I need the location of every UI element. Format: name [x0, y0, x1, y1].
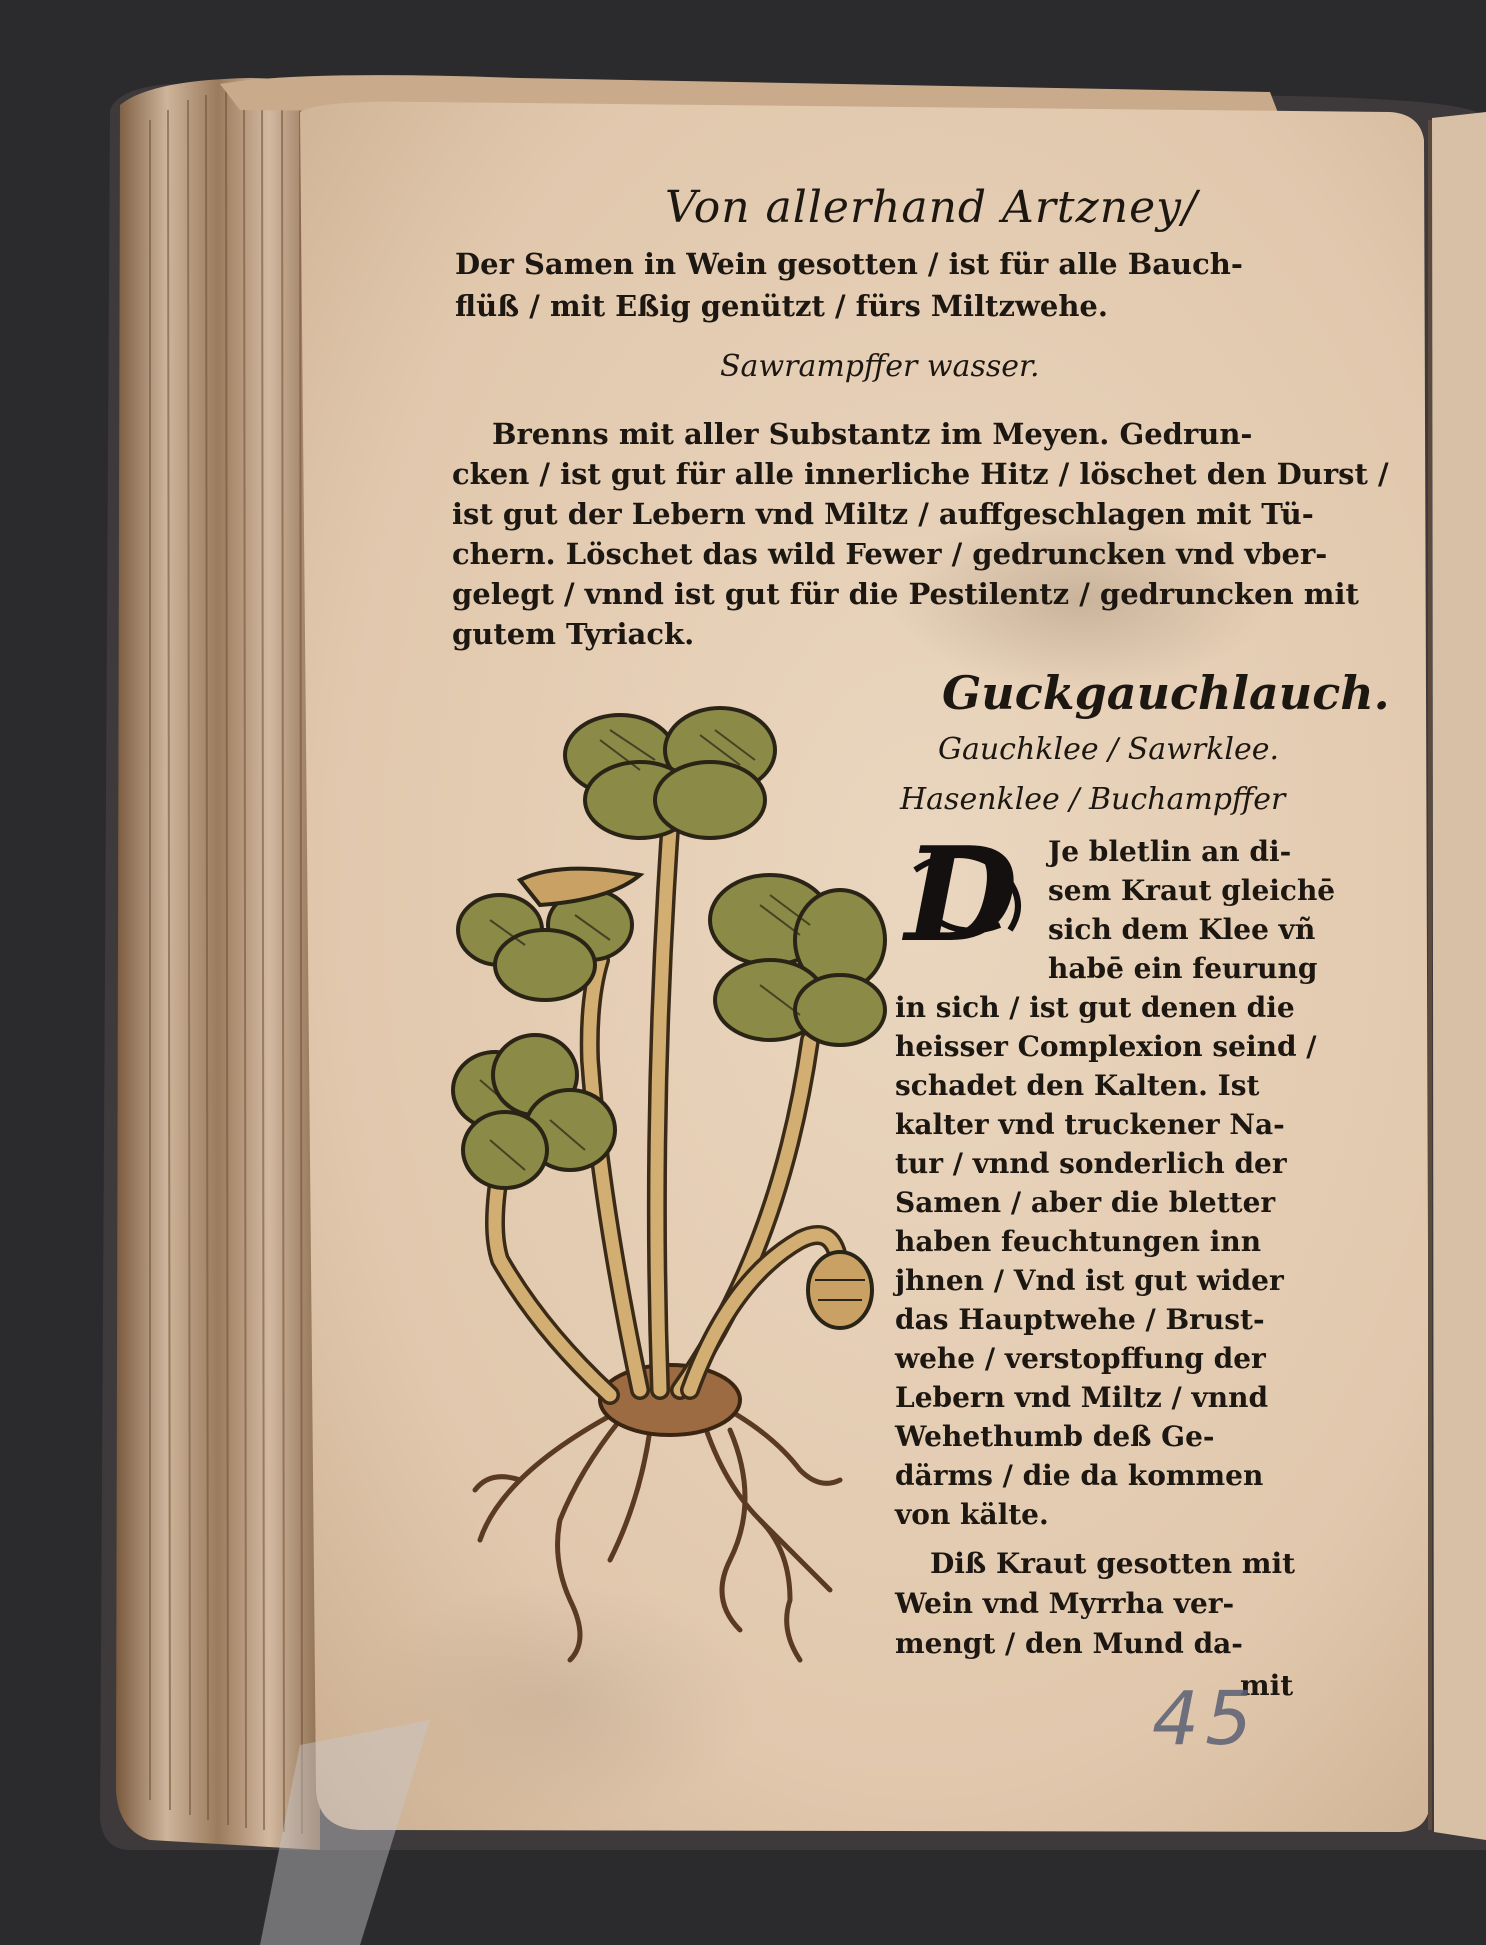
plant-text-line: habē ein feurung — [1048, 952, 1318, 985]
plant-text-line: därms / die da kommen — [895, 1459, 1264, 1492]
plant-text-line: sem Kraut gleichē — [1048, 874, 1336, 907]
section-line: ist gut der Lebern vnd Miltz / auffgeschlagen mit Tü- — [452, 497, 1314, 531]
flower-bud — [808, 1252, 872, 1328]
plant-text-line: schadet den Kalten. Ist — [895, 1069, 1260, 1102]
plant-text-line: kalter vnd truckener Na- — [895, 1108, 1285, 1141]
plant-text-line: von kälte. — [895, 1498, 1049, 1531]
initial-letter: D — [905, 818, 1018, 971]
facing-page — [1432, 112, 1486, 1840]
page-header-title: Von allerhand Artzney/ — [665, 182, 1198, 233]
plant-text-line: das Hauptwehe / Brust- — [895, 1303, 1265, 1336]
intro-line: flüß / mit Eßig genützt / fürs Miltzwehe. — [455, 289, 1108, 323]
page-edges — [116, 78, 320, 1850]
plant-synonym: Hasenklee / Buchampffer — [900, 782, 1286, 817]
plant-text-line: Samen / aber die bletter — [895, 1186, 1276, 1219]
plant-text-line: Wein vnd Myrrha ver- — [895, 1587, 1235, 1620]
plant-text-line: haben feuchtungen inn — [895, 1225, 1262, 1258]
section-line: gutem Tyriack. — [452, 617, 695, 651]
section-line: gelegt / vnnd ist gut für die Pestilentz / gedruncken mit — [452, 577, 1359, 611]
section-title: Sawrampffer wasser. — [720, 349, 1040, 384]
plant-text-line: sich dem Klee vñ — [1048, 913, 1316, 946]
plant-text-line: Je bletlin an di- — [1048, 835, 1292, 868]
section-line: chern. Löschet das wild Fewer / gedruncken vnd vber- — [452, 537, 1328, 571]
folio-number: 45 — [1152, 1676, 1259, 1762]
intro-line: Der Samen in Wein gesotten / ist für alle Bauch- — [455, 247, 1243, 281]
plant-text-line: Wehethumb deß Ge- — [895, 1420, 1215, 1453]
plant-text-line: mengt / den Mund da- — [895, 1627, 1243, 1660]
plant-text-line: in sich / ist gut denen die — [895, 991, 1295, 1024]
plant-text-line: jhnen / Vnd ist gut wider — [895, 1264, 1284, 1297]
plant-text-line: mit — [1240, 1669, 1294, 1702]
plant-title: Guckgauchlauch. — [942, 666, 1390, 720]
root-crown — [600, 1365, 740, 1435]
section-line: cken / ist gut für alle innerliche Hitz / löschet den Durst / — [452, 457, 1389, 491]
plant-text-line: tur / vnnd sonderlich der — [895, 1147, 1287, 1180]
section-line: Brenns mit aller Substantz im Meyen. Gedrun- — [492, 417, 1253, 451]
plant-synonym: Gauchklee / Sawrklee. — [938, 732, 1280, 767]
plant-text-line: Diß Kraut gesotten mit — [930, 1547, 1296, 1580]
plant-text-line: wehe / verstopffung der — [895, 1342, 1266, 1375]
plant-text-line: heisser Complexion seind / — [895, 1030, 1317, 1063]
plant-text-line: Lebern vnd Miltz / vnnd — [895, 1381, 1269, 1414]
